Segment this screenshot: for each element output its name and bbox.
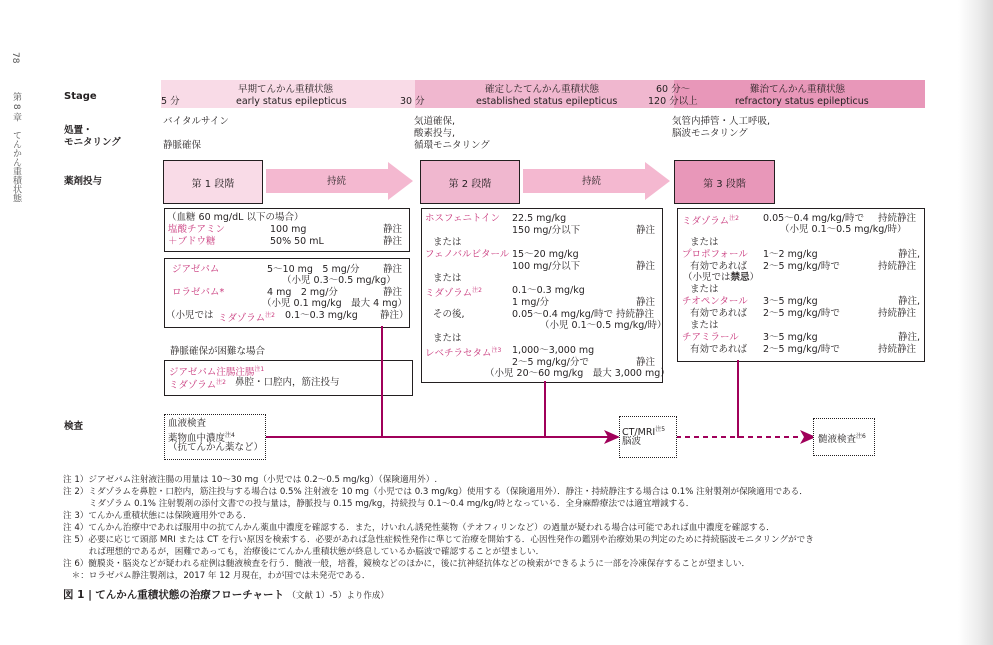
step-3-label: 第 3 段階 bbox=[703, 178, 746, 190]
midazolam-step3-name bbox=[682, 213, 739, 228]
blood-test: 血液検査 bbox=[168, 418, 207, 429]
thiopental-cont-route: 持続静注 bbox=[878, 308, 917, 319]
phenobarbital-dose1: 15～20 mg/kg bbox=[512, 249, 579, 260]
row-label-tests: 検査 bbox=[64, 421, 84, 432]
continue-label-1: 持続 bbox=[327, 176, 347, 187]
thiamylal-dose: 3～5 mg/kg bbox=[763, 332, 818, 343]
stage-refractory-en: refractory status epilepticus bbox=[735, 96, 869, 107]
propofol-effective: 有効であれば bbox=[690, 261, 748, 272]
stage-refractory-title: 難治てんかん重積状態 bbox=[750, 84, 846, 95]
monitoring-early-3: 静脈確保 bbox=[163, 140, 202, 151]
step3-or-3: または bbox=[690, 320, 719, 331]
phenobarbital-dose2: 100 mg/分以下 bbox=[512, 261, 581, 272]
glucose-condition: （血糖 60 mg/dL 以下の場合） bbox=[167, 212, 304, 223]
midazolam-step2-cont: 0.05～0.4 mg/kg/時で 持続静注 bbox=[512, 309, 655, 320]
levetiracetam-child: （小児 20～60 mg/kg 最大 3,000 mg） bbox=[485, 368, 670, 379]
midazolam-step3-route: 持続静注 bbox=[878, 213, 917, 224]
thiamylal-cont-route: 持続静注 bbox=[878, 344, 917, 355]
time-60min: 60 分～ bbox=[656, 84, 691, 95]
midazolam-step1-route: 静注） bbox=[380, 310, 409, 321]
note-2b: ミダゾラム 0.1% 注射製剤の添付文書での投与量は，静脈投与 0.15 mg/kg，持続投与 0.1～0.4 mg/kg/時となっている．全身麻酔療法では適宜増減する． bbox=[63, 499, 695, 509]
monitoring-est-2: 酸素投与, bbox=[414, 128, 456, 139]
propofol-name: プロポフォール bbox=[682, 249, 748, 260]
midazolam-step2-label: ミダゾラム bbox=[425, 288, 473, 300]
midazolam-step2-route: 静注 bbox=[636, 297, 656, 308]
levetiracetam-route: 静注 bbox=[636, 357, 656, 368]
time-5min: 5 分 bbox=[161, 96, 180, 107]
ct-mri-label: CT/MRI bbox=[622, 427, 656, 439]
csf-test bbox=[818, 431, 866, 446]
ct-mri-note: 注5 bbox=[655, 426, 666, 433]
dashed-arrow-to-csf bbox=[676, 430, 816, 444]
midazolam-step1-label: ミダゾラム bbox=[218, 313, 266, 325]
aed-note: （抗てんかん薬など） bbox=[168, 442, 264, 453]
iv-difficult-title: 静脈確保が困難な場合 bbox=[170, 346, 266, 357]
thiopental-name: チオペンタール bbox=[682, 296, 748, 307]
row-label-stage: Stage bbox=[64, 91, 97, 102]
thiamylal-cont-dose: 2～5 mg/kg/時で bbox=[763, 344, 840, 355]
levetiracetam-name bbox=[425, 345, 501, 360]
fosphenytoin-dose1: 22.5 mg/kg bbox=[512, 213, 567, 224]
figure-title: てんかん重積状態の治療フローチャート bbox=[95, 589, 284, 601]
propofol-dose: 1～2 mg/kg bbox=[763, 249, 818, 260]
levetiracetam-dose1: 1,000～3,000 mg bbox=[512, 345, 595, 356]
stage-established-en: established status epilepticus bbox=[476, 96, 618, 107]
monitoring-early-1: バイタルサイン bbox=[163, 116, 229, 127]
lorazepam-dose: 4 mg 2 mg/分 bbox=[267, 287, 338, 298]
levetiracetam-dose2: 2～5 mg/kg/分で bbox=[512, 357, 589, 368]
step-3-box bbox=[674, 160, 775, 204]
connector-step2 bbox=[544, 381, 546, 438]
drug-level-label: 薬物血中濃度 bbox=[168, 433, 226, 445]
step3-or-2: または bbox=[690, 284, 719, 295]
step2-or-1: または bbox=[433, 237, 462, 248]
note-star: ＊：ロラゼパム静注製剤は，2017 年 12 月現在，わが国では未発売である． bbox=[63, 571, 371, 581]
midazolam-step2-after: その後, bbox=[433, 309, 465, 320]
time-30min: 30 分 bbox=[400, 96, 425, 107]
midazolam-step1-note: 注2 bbox=[265, 312, 275, 319]
midazolam-step2-child: （小児 0.1～0.5 mg/kg/時） bbox=[540, 320, 667, 331]
note-4: 注 4）てんかん治療中であれば服用中の抗てんかん薬血中濃度を確認する．また，けいれん誘発性薬物（テオフィリンなど）の過量が疑われる場合は可能であれば血中濃度を確認する． bbox=[63, 523, 775, 533]
step-2-label: 第 2 段階 bbox=[448, 178, 492, 190]
row-label-drugs: 薬剤投与 bbox=[64, 176, 103, 187]
lorazepam-name: ロラゼパム* bbox=[172, 287, 225, 298]
step3-or-1: または bbox=[690, 237, 719, 248]
row-label-monitoring: 処置・ モニタリング bbox=[64, 125, 121, 148]
propofol-route: 静注, bbox=[898, 249, 921, 260]
monitoring-est-3: 循環モニタリング bbox=[414, 140, 490, 151]
phenobarbital-name: フェノバルビタール bbox=[425, 249, 510, 260]
diazepam-name: ジアゼパム bbox=[172, 264, 220, 275]
propofol-cont-route: 持続静注 bbox=[878, 261, 917, 272]
midazolam-step2-name bbox=[425, 285, 482, 300]
midazolam-nasal-note: 注2 bbox=[216, 379, 226, 386]
step-1-box bbox=[163, 160, 263, 204]
thiopental-effective: 有効であれば bbox=[690, 308, 748, 319]
arrow-to-ct bbox=[604, 430, 620, 444]
thiopental-dose: 3～5 mg/kg bbox=[763, 296, 818, 307]
diazepam-child: （小児 0.3～0.5 mg/kg） bbox=[282, 275, 396, 286]
thiamine-dose: 100 mg bbox=[270, 224, 307, 235]
chapter-label: 第 8 章 てんかん重積状態 bbox=[11, 92, 21, 203]
midazolam-step3-child: （小児 0.1～0.5 mg/kg/時） bbox=[780, 224, 907, 235]
midazolam-child-pre: （小児では bbox=[166, 310, 214, 321]
thiopental-cont-dose: 2～5 mg/kg/時で bbox=[763, 308, 840, 319]
midazolam-step2-note: 注2 bbox=[472, 287, 482, 294]
propofol-contraindicated: 禁忌 bbox=[730, 272, 750, 283]
time-120min: 120 分以上 bbox=[648, 96, 698, 107]
midazolam-step3-dose: 0.05～0.4 mg/kg/時で bbox=[763, 213, 864, 224]
propofol-cont-dose: 2～5 mg/kg/時で bbox=[763, 261, 840, 272]
step-2-box bbox=[420, 160, 520, 204]
levetiracetam-label: レベチラセタム bbox=[425, 348, 492, 360]
note-2: 注 2）ミダゾラムを鼻腔・口腔内，筋注投与する場合は 0.5% 注射液を 10 mg（小児では 0.3 mg/kg）使用する（保険適用外）．静注・持続静注する場合は 0.1% 注射製剤が保険適用である． bbox=[63, 487, 808, 497]
glucose-dose: 50% 50 mL bbox=[270, 236, 324, 247]
stage-early-title: 早期てんかん重積状態 bbox=[238, 84, 334, 95]
figure-number: 図 1 | bbox=[63, 589, 92, 601]
diazepam-rectal-label: ジアゼパム注腸注腸 bbox=[169, 367, 255, 379]
diazepam-rectal-note: 注1 bbox=[254, 366, 265, 373]
figure-caption bbox=[63, 588, 389, 603]
midazolam-step3-label: ミダゾラム bbox=[682, 216, 730, 228]
midazolam-step2-dose2: 1 mg/分 bbox=[512, 297, 550, 308]
midazolam-nasal bbox=[169, 377, 226, 392]
midazolam-step3-note: 注2 bbox=[729, 215, 739, 222]
step2-or-3: または bbox=[433, 333, 462, 344]
thiamylal-route: 静注, bbox=[898, 332, 921, 343]
midazolam-nasal-route: 鼻腔・口腔内，筋注投与 bbox=[235, 377, 340, 388]
fosphenytoin-dose2: 150 mg/分以下 bbox=[512, 225, 581, 236]
glucose-route: 静注 bbox=[383, 236, 403, 247]
note-1: 注 1）ジアゼパム注射液注腸の用量は 10～30 mg（小児では 0.2～0.5 mg/kg）（保険適用外）. bbox=[63, 475, 438, 485]
diazepam-dose: 5～10 mg 5 mg/分 bbox=[267, 264, 360, 275]
note-6: 注 6）髄膜炎・脳炎などが疑われる症例は髄液検査を行う．髄液一般，培養，鏡検などのほかに，後に抗神経抗体などの検索ができるように一部を冷凍保存することが望ましい． bbox=[63, 559, 751, 569]
midazolam-step2-dose1: 0.1～0.3 mg/kg bbox=[512, 285, 585, 296]
figure-source: （文献 1）-5）より作成） bbox=[287, 591, 389, 601]
thiamylal-effective: 有効であれば bbox=[690, 344, 748, 355]
step-1-label: 第 1 段階 bbox=[191, 178, 235, 190]
diazepam-route: 静注 bbox=[383, 264, 403, 275]
levetiracetam-note: 注3 bbox=[491, 347, 502, 354]
stage-established-title: 確定したてんかん重積状態 bbox=[485, 84, 600, 95]
monitoring-ref-2: 脳波モニタリング bbox=[672, 128, 748, 139]
stage-early-en: early status epilepticus bbox=[236, 96, 347, 107]
midazolam-nasal-label: ミダゾラム bbox=[169, 380, 217, 392]
propofol-child bbox=[683, 272, 759, 284]
continue-label-2: 持続 bbox=[582, 176, 602, 187]
eeg: 脳波 bbox=[622, 436, 642, 447]
drug-level-note: 注4 bbox=[225, 432, 235, 439]
phenobarbital-route: 静注 bbox=[636, 261, 656, 272]
monitoring-ref-1: 気管内挿管・人工呼吸, bbox=[672, 116, 771, 127]
monitoring-est-1: 気道確保, bbox=[414, 116, 456, 127]
step2-or-2: または bbox=[433, 273, 462, 284]
note-5b: れば理想的であるが，困難であっても，治療後にてんかん重積状態が終息しているか脳波で確認することが望ましい． bbox=[63, 547, 545, 557]
page-number: 78 bbox=[10, 52, 20, 64]
lorazepam-route: 静注 bbox=[383, 287, 403, 298]
note-5: 注 5）必要に応じて頭部 MRI または CT を行い原因を検索する．必要があれば急性症候性発作に準じて治療を開始する．心因性発作の鑑別や治療効果の判定のために持続脳波モニタリングができ bbox=[63, 535, 814, 545]
propofol-child-pre: （小児では bbox=[683, 272, 731, 283]
thiamine-name: 塩酸チアミン bbox=[168, 224, 226, 235]
thiamylal-name: チアミラール bbox=[682, 332, 739, 343]
fosphenytoin-name: ホスフェニトイン bbox=[425, 213, 501, 224]
propofol-child-post: ） bbox=[749, 272, 760, 283]
lorazepam-child: （小児 0.1 mg/kg 最大 4 mg） bbox=[262, 298, 408, 309]
midazolam-step1-name bbox=[218, 310, 275, 325]
csf-test-label: 髄液検査 bbox=[818, 434, 857, 446]
midazolam-step1-dose: 0.1～0.3 mg/kg bbox=[285, 310, 358, 321]
csf-test-note: 注6 bbox=[856, 433, 866, 440]
connector-step1 bbox=[381, 326, 383, 438]
fosphenytoin-route: 静注 bbox=[636, 225, 656, 236]
page-edge-shadow bbox=[958, 0, 993, 645]
thiopental-route: 静注, bbox=[898, 296, 921, 307]
glucose-name: ＋ブドウ糖 bbox=[168, 236, 216, 247]
connector-step3 bbox=[737, 360, 739, 438]
connector-main bbox=[264, 436, 608, 438]
thiamine-route: 静注 bbox=[383, 224, 403, 235]
note-3: 注 3）てんかん重積状態には保険適用外である． bbox=[63, 511, 252, 521]
